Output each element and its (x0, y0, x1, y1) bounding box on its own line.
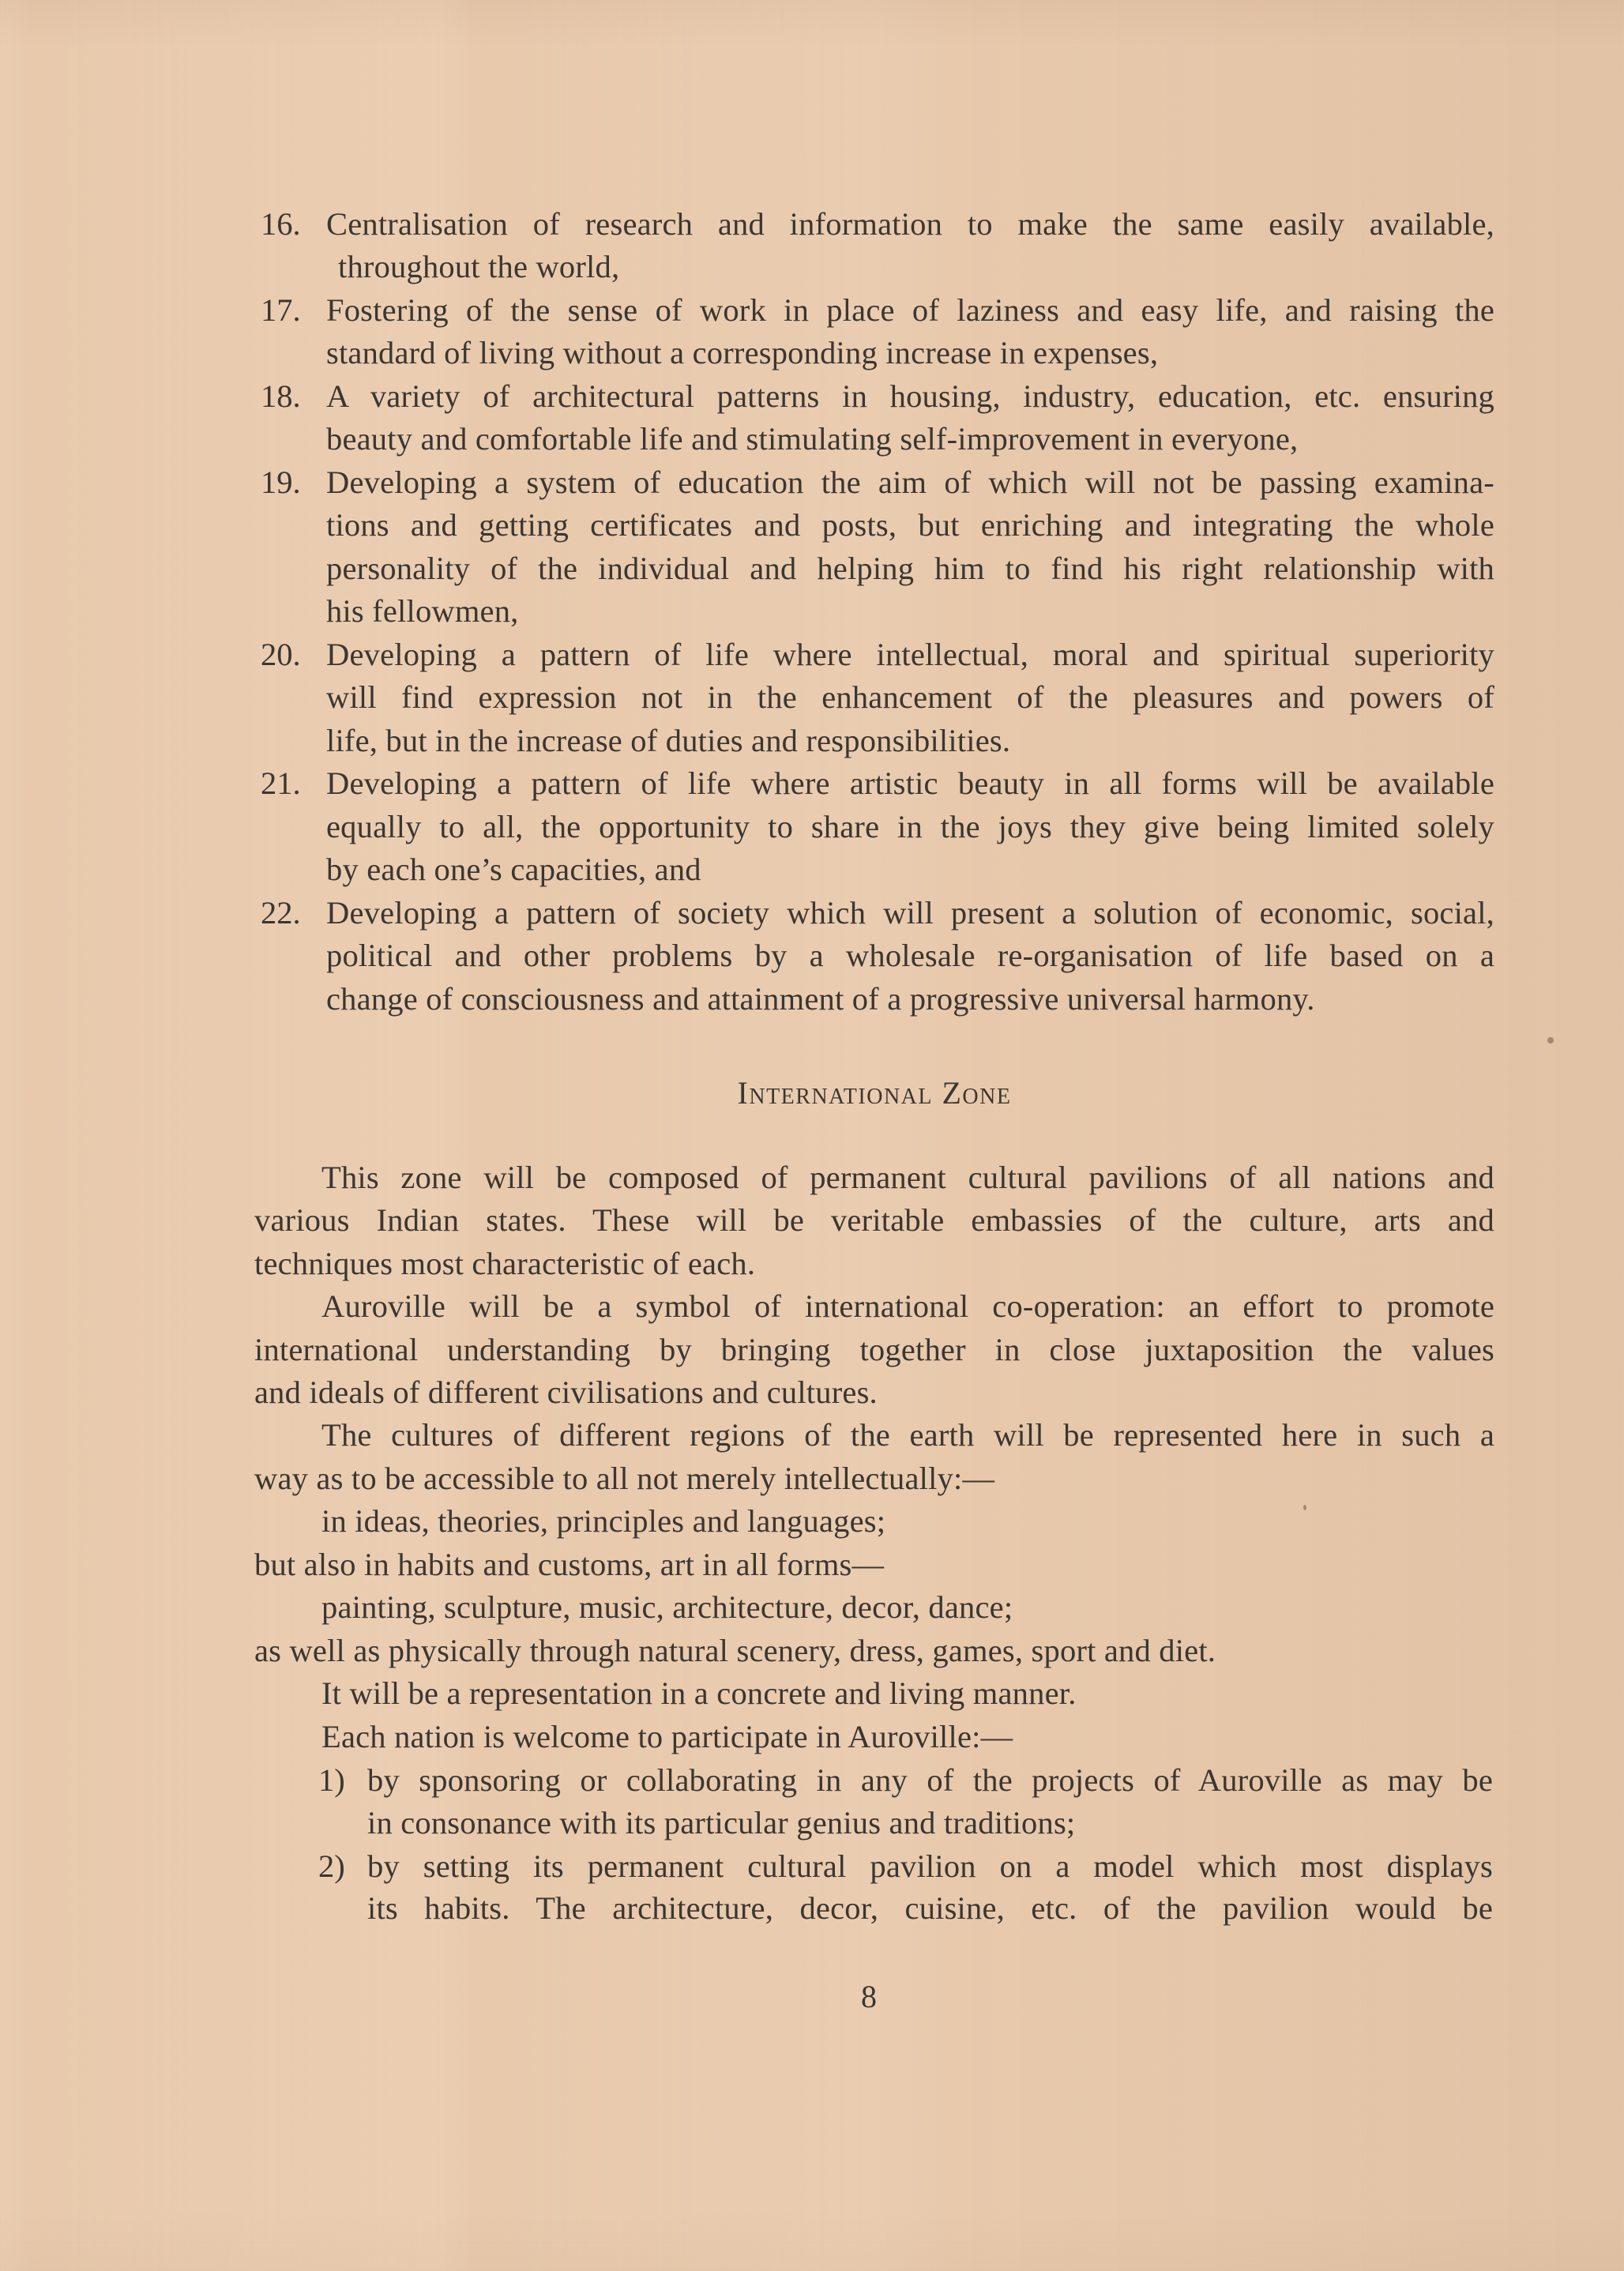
list-item-line: by each one’s capacities, and (326, 852, 701, 887)
list-item-line: political and other problems by a wholesale re-organisation of life based on a (326, 938, 1494, 973)
sub-list-line: in consonance with its particular genius and traditions; (367, 1805, 1076, 1840)
continuation-line: as well as physically through natural scenery, dress, games, sport and diet. (254, 1633, 1216, 1668)
list-item-number: 17. (261, 292, 301, 328)
list-item-number: 19. (261, 464, 301, 500)
list-item-line: Developing a pattern of society which will present a solution of economic, social, (326, 895, 1494, 931)
continuation-line: but also in habits and customs, art in all forms— (254, 1547, 885, 1582)
paragraph-line: way as to be accessible to all not merely intellectually:— (254, 1461, 995, 1496)
paragraph-line: This zone will be composed of permanent cultural pavilions of all nations and (321, 1160, 1494, 1195)
list-item-line: life, but in the increase of duties and responsibilities. (326, 723, 1011, 758)
paragraph-line: Auroville will be a symbol of international co-operation: an effort to promote (321, 1288, 1494, 1324)
paragraph-line: and ideals of different civilisations and cultures. (254, 1374, 878, 1410)
sub-list-line: by setting its permanent cultural pavilion on a model which most displays (367, 1848, 1493, 1884)
list-item-number: 20. (261, 637, 301, 672)
paragraph-line: The cultures of different regions of the earth will be represented here in such a (321, 1417, 1494, 1453)
list-item-line: A variety of architectural patterns in housing, industry, education, etc. ensuring (326, 378, 1494, 414)
list-item-line: equally to all, the opportunity to share in the joys they give being limited solely (326, 809, 1494, 844)
paper-speck (1547, 1037, 1554, 1043)
paragraph-line: international understanding by bringing together in close juxtaposition the values (254, 1332, 1494, 1367)
page-number: 8 (861, 1979, 877, 2014)
sub-list-line: by sponsoring or collaborating in any of the projects of Auroville as may be (367, 1762, 1493, 1798)
indented-line: in ideas, theories, principles and languages; (321, 1503, 886, 1539)
sub-list-number: 2) (318, 1848, 345, 1884)
list-item-line: Developing a pattern of life where artistic beauty in all forms will be available (326, 765, 1494, 801)
list-item-number: 22. (261, 895, 301, 931)
list-item-line: standard of living without a corresponding increase in expenses, (326, 335, 1159, 370)
section-heading: International Zone (737, 1075, 1012, 1111)
list-item-number: 21. (261, 765, 301, 801)
list-item-line: tions and getting certificates and posts, but enriching and integrating the whole (326, 507, 1494, 543)
sub-list-number: 1) (318, 1762, 345, 1798)
sub-list-line: its habits. The architecture, decor, cuisine, etc. of the pavilion would be (367, 1890, 1493, 1926)
list-item-line: Developing a system of education the aim of which will not be passing examina- (326, 464, 1494, 500)
list-item-number: 16. (261, 206, 301, 242)
sentence-line: It will be a representation in a concrete and living manner. (321, 1675, 1077, 1711)
paragraph-line: techniques most characteristic of each. (254, 1246, 756, 1281)
list-item-line: change of consciousness and attainment of a progressive universal harmony. (326, 981, 1315, 1017)
list-item-line: personality of the individual and helping him to find his right relationship with (326, 551, 1494, 586)
list-item-line: will find expression not in the enhancement of the pleasures and powers of (326, 679, 1494, 715)
list-item-line: Fostering of the sense of work in place of laziness and easy life, and raising the (326, 292, 1494, 328)
indented-line: painting, sculpture, music, architecture, decor, dance; (321, 1589, 1013, 1625)
list-item-line: beauty and comfortable life and stimulating self-improvement in everyone, (326, 421, 1299, 457)
paragraph-line: various Indian states. These will be veritable embassies of the culture, arts and (254, 1202, 1494, 1238)
list-item-number: 18. (261, 378, 301, 414)
list-item-line: Centralisation of research and information to make the same easily available, (326, 206, 1494, 242)
paper-speck (1303, 1505, 1306, 1510)
sentence-line: Each nation is welcome to participate in Auroville:— (321, 1719, 1013, 1754)
list-item-line: throughout the world, (338, 249, 620, 284)
list-item-line: Developing a pattern of life where intellectual, moral and spiritual superiority (326, 637, 1494, 672)
list-item-line: his fellowmen, (326, 593, 519, 629)
